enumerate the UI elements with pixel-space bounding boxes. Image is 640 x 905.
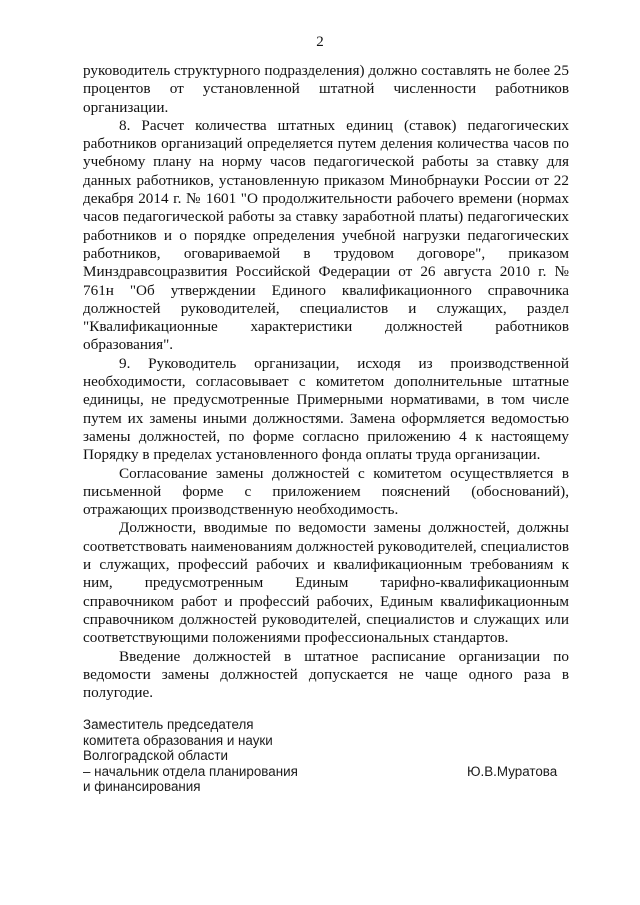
- paragraph-item-8: 8. Расчет количества штатных единиц (ставок) педагогических работников организаций определяется путем деления количества часов по учебному плану на норму часов педагогической работы за ставку для данных работников, установленную приказом Минобрнауки России от 22 декабря 2014 г. № 1601 "О продолжительности рабочего времени (нормах часов педагогической работы за ставку заработной платы) педагогических работников и о порядке определения учебной нагрузки педагогических работников, оговариваемой в трудовом договоре", приказом Минздравсоцразвития Российской Федерации от 26 августа 2010 г. № 761н "Об утверждении Единого квалификационного справочника должностей руководителей, специалистов и служащих, раздел "Квалификационные характеристики должностей работников образования".: [83, 116, 569, 354]
- paragraph-item-9: 9. Руководитель организации, исходя из производственной необходимости, согласовывает с комитетом дополнительные штатные единицы, не предусмотренные Примерными нормативами, в том числе путем их замены иными должностями. Замена оформляется ведомостью замены должностей, по форме согласно приложению 4 к настоящему Порядку в пределах установленного фонда оплаты труда организации.: [83, 354, 569, 464]
- signer-title-line: комитета образования и науки: [83, 732, 273, 748]
- paragraph-frequency: Введение должностей в штатное расписание организации по ведомости замены должностей допускается не чаще одного раза в полугодие.: [83, 647, 569, 702]
- paragraph-positions: Должности, вводимые по ведомости замены должностей, должны соответствовать наименованиям должностей руководителей, специалистов и служащих, профессий рабочих и квалификационным требованиям к ним, предусмотренным Единым тарифно-квалификационным справочником работ и профессий рабочих, Единым квалификационным справочником должностей руководителей, специалистов и служащих или соответствующими положениями профессиональных стандартов.: [83, 519, 569, 647]
- paragraph-continuation: руководитель структурного подразделения) должно составлять не более 25 процентов от установленной штатной численности работников организации.: [83, 62, 569, 116]
- signer-name: Ю.В.Муратова: [467, 764, 558, 779]
- signer-title-line: – начальник отдела планирования: [83, 763, 298, 779]
- document-body: [83, 62, 569, 702]
- page-number: 2: [316, 34, 324, 50]
- signer-title-line: и финансирования: [83, 779, 201, 794]
- signer-title-line: Заместитель председателя: [83, 717, 254, 732]
- signature-block: [83, 717, 298, 795]
- paragraph-approval: Согласование замены должностей с комитетом осуществляется в письменной форме с приложением пояснений (обоснований), отражающих производственную необходимость.: [83, 464, 569, 519]
- signer-title-line: Волгоградской области: [83, 748, 228, 763]
